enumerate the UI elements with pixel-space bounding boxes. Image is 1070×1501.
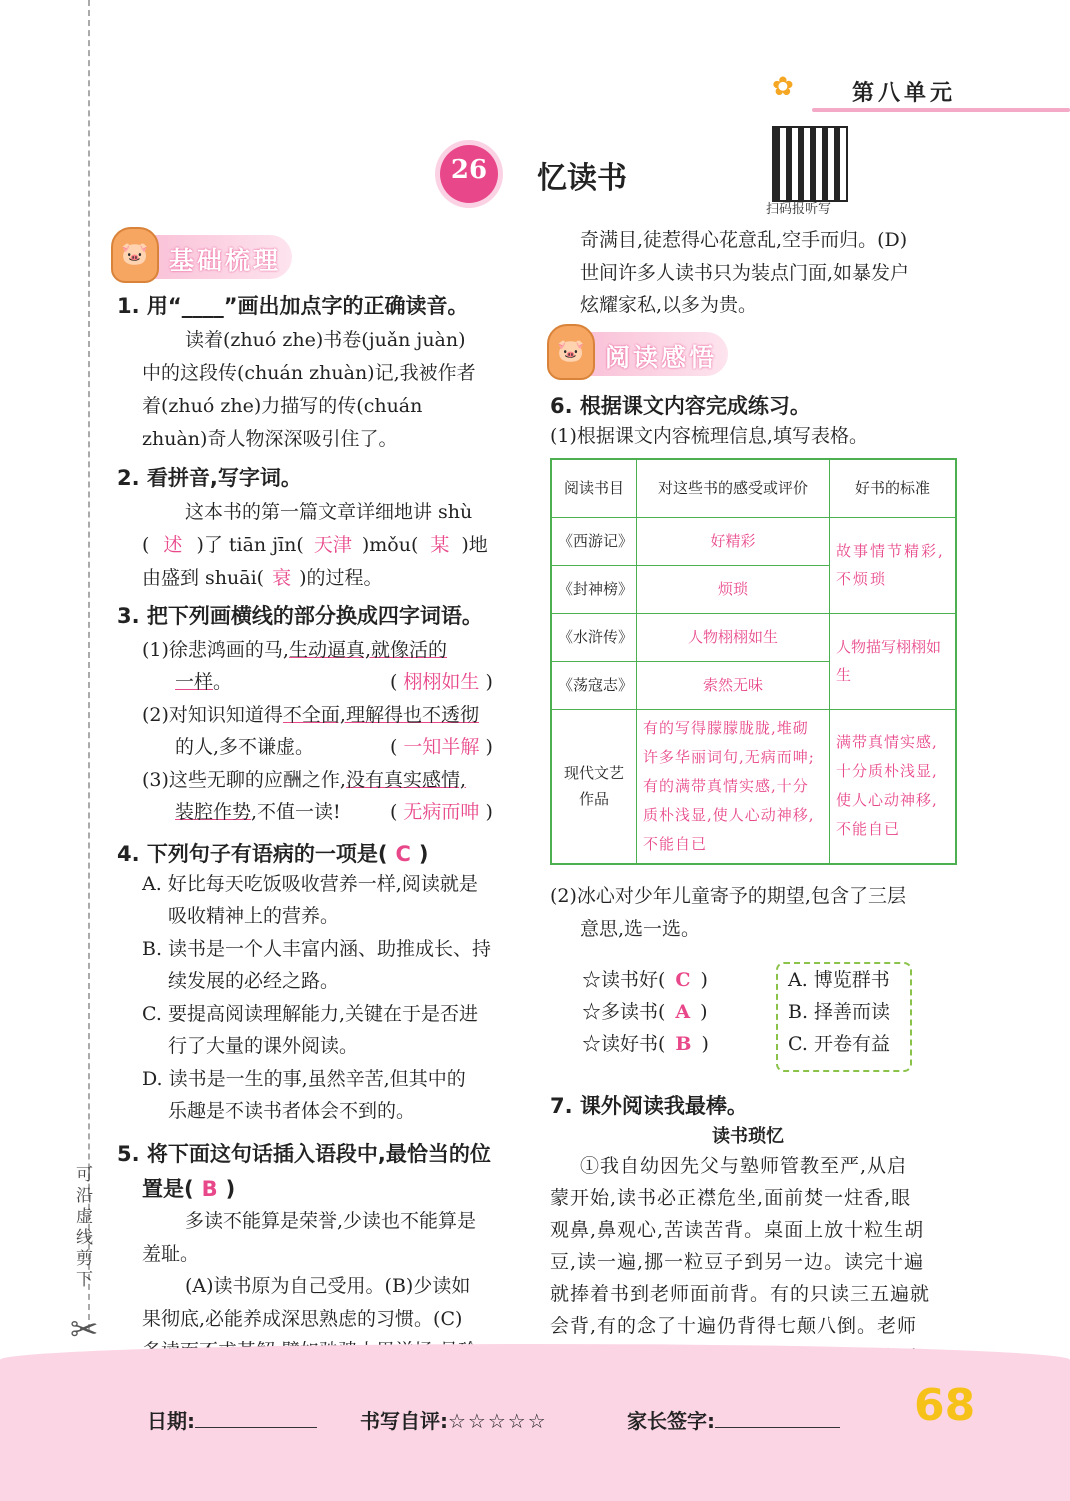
- table-cell: 好精彩: [637, 517, 830, 565]
- passage-line: 豆,读一遍,挪一粒豆子到另一边。读完十遍: [550, 1251, 925, 1273]
- table-cell: 故事情节精彩,不烦琐: [830, 517, 957, 613]
- table-header: 好书的标准: [830, 459, 957, 517]
- q6-title: 6. 根据课文内容完成练习。: [550, 394, 811, 418]
- reading-table: [550, 458, 957, 865]
- q5-para-cont: 炫耀家私,以多为贵。: [580, 294, 758, 316]
- table-cell: 《水浒传》: [551, 613, 637, 661]
- table-cell: 满带真情实感,十分质朴浅显,使人心动神移,不能自已: [830, 709, 957, 864]
- q2-line3: 由盛到 shuāi( 衰 )的过程。: [142, 567, 383, 589]
- q3-item3: (3)这些无聊的应酬之作,没有真实感情,: [142, 769, 467, 791]
- q5-title2: 置是( B ): [142, 1177, 236, 1201]
- q1-line: 读着(zhuó zhe)书卷(juǎn juàn): [185, 329, 466, 351]
- q5-quote: 多读不能算是荣誉,少读也不能算是: [185, 1210, 477, 1232]
- qr-code[interactable]: [772, 126, 848, 202]
- cut-line: [88, 0, 90, 1330]
- q4-option: D. 读书是一生的事,虽然辛苦,但其中的: [142, 1068, 466, 1090]
- table-cell: 人物描写栩栩如生: [830, 613, 957, 709]
- section-basic: 🐷 基础梳理: [117, 235, 292, 279]
- table-cell: 人物栩栩如生: [637, 613, 830, 661]
- page-number: 68: [914, 1380, 976, 1431]
- rating-stars[interactable]: ☆☆☆☆☆: [448, 1409, 548, 1433]
- q3-title: 3. 把下列画横线的部分换成四字词语。: [117, 604, 483, 628]
- passage-line: 就捧着书到老师面前背。有的只读三五遍就: [550, 1283, 931, 1305]
- answer: 某: [430, 534, 450, 556]
- table-cell: 《荡寇志》: [551, 661, 637, 709]
- pig-icon: 🐷: [547, 324, 595, 380]
- self-eval: 书写自评:☆☆☆☆☆: [360, 1409, 548, 1433]
- answer: 天津: [313, 534, 352, 556]
- table-cell: 《封神榜》: [551, 565, 637, 613]
- passage-title: 读书琐忆: [712, 1126, 784, 1147]
- q4-option: 乐趣是不读书者体会不到的。: [168, 1100, 416, 1122]
- table-cell: 索然无味: [637, 661, 830, 709]
- q2-line1: 这本书的第一篇文章详细地讲 shù: [185, 501, 473, 523]
- q3-answer1: ( 栩栩如生 ): [390, 671, 493, 693]
- q1-line: zhuàn)奇人物深深吸引住了。: [142, 428, 398, 450]
- q3-item3-cont: 装腔作势,不值一读!: [175, 801, 341, 823]
- answer: 衰: [272, 567, 292, 589]
- q1-line: 着(zhuó zhe)力描写的传(chuán: [142, 395, 423, 417]
- unit-title: 第八单元: [852, 80, 957, 106]
- flower-icon: ✿: [772, 72, 794, 102]
- q5-title: 5. 将下面这句话插入语段中,最恰当的位: [117, 1142, 491, 1166]
- qr-label: 扫码报听写: [766, 202, 832, 217]
- answer: 述: [163, 534, 183, 556]
- q3-item2: (2)对知识知道得不全面,理解得也不透彻: [142, 704, 479, 726]
- q4-option: 行了大量的课外阅读。: [168, 1035, 359, 1057]
- q5-quote: 羞耻。: [142, 1243, 200, 1265]
- q5-para: 果彻底,必能养成深思熟虑的习惯。(C): [142, 1308, 463, 1330]
- q3-answer3: ( 无病而呻 ): [390, 801, 493, 823]
- parent-signature-field[interactable]: 家长签字:: [627, 1405, 840, 1434]
- q6-sub2-cont: 意思,选一选。: [580, 918, 701, 940]
- date-field[interactable]: 日期:: [147, 1405, 317, 1434]
- q3-item1: (1)徐悲鸿画的马,生动逼真,就像活的: [142, 639, 448, 661]
- lesson-title: 忆读书: [537, 161, 627, 196]
- unit-underline: [812, 108, 1070, 112]
- q5-para-cont: 奇满目,徒惹得心花意乱,空手而归。(D): [580, 229, 908, 251]
- q7-title: 7. 课外阅读我最棒。: [550, 1094, 748, 1118]
- passage-line: 观鼻,鼻观心,苦读苦背。桌面上放十粒生胡: [550, 1219, 925, 1241]
- lesson-number-badge: 26: [440, 145, 498, 203]
- q3-item2-cont: 的人,多不谦虚。: [175, 736, 315, 758]
- q5-para: (A)读书原为自己受用。(B)少读如: [185, 1275, 471, 1297]
- q4-title: 4. 下列句子有语病的一项是( C ): [117, 842, 429, 866]
- passage-line: 蒙开始,读书必正襟危坐,面前焚一炷香,眼: [550, 1187, 912, 1209]
- table-cell: 《西游记》: [551, 517, 637, 565]
- match-item: ☆多读书( A ): [582, 1001, 708, 1023]
- passage-line: ①我自幼因先父与塾师管教至严,从启: [580, 1155, 908, 1177]
- unit-header: [772, 72, 1070, 112]
- table-header: 对这些书的感受或评价: [637, 459, 830, 517]
- table-cell: 现代文艺作品: [551, 709, 637, 864]
- scissors-icon: ✂: [70, 1310, 99, 1350]
- choice-option: A. 博览群书: [788, 969, 890, 991]
- choice-option: C. 开卷有益: [788, 1033, 890, 1055]
- q3-item1-cont: 一样。: [175, 671, 233, 693]
- table-cell: 烦琐: [637, 565, 830, 613]
- q1-line: 中的这段传(chuán zhuàn)记,我被作者: [142, 362, 476, 384]
- q4-option: B. 读书是一个人丰富内涵、助推成长、持: [142, 938, 492, 960]
- table-header: 阅读书目: [551, 459, 637, 517]
- q4-option: A. 好比每天吃饭吸收营养一样,阅读就是: [142, 873, 478, 895]
- pig-icon: 🐷: [111, 227, 159, 283]
- q5-para-cont: 世间许多人读书只为装点门面,如暴发户: [580, 262, 910, 284]
- q6-sub1: (1)根据课文内容梳理信息,填写表格。: [550, 425, 868, 447]
- q4-option: C. 要提高阅读理解能力,关键在于是否进: [142, 1003, 478, 1025]
- match-item: ☆读书好( C ): [582, 969, 708, 991]
- q4-option: 续发展的必经之路。: [168, 970, 340, 992]
- q2-line2: ( 述 )了 tiān jīn( 天津 )mǒu( 某 )地: [142, 534, 488, 556]
- cut-note: 可沿虚线剪下: [76, 1165, 93, 1290]
- choice-option: B. 择善而读: [788, 1001, 891, 1023]
- q3-answer2: ( 一知半解 ): [390, 736, 493, 758]
- section-reading: 🐷 阅读感悟: [553, 332, 728, 376]
- q1-title: 1. 用“____”画出加点字的正确读音。: [117, 294, 469, 318]
- q4-option: 吸收精神上的营养。: [168, 905, 340, 927]
- table-cell: 有的写得朦朦胧胧,堆砌许多华丽词句,无病而呻;有的满带真情实感,十分质朴浅显,使人心动神移,不能自已: [637, 709, 830, 864]
- passage-line: 会背,有的念了十遍仍背得七颠八倒。老师: [550, 1315, 918, 1337]
- match-item: ☆读好书( B ): [582, 1033, 709, 1055]
- q6-sub2: (2)冰心对少年儿童寄予的期望,包含了三层: [550, 885, 906, 907]
- q2-title: 2. 看拼音,写字词。: [117, 466, 302, 490]
